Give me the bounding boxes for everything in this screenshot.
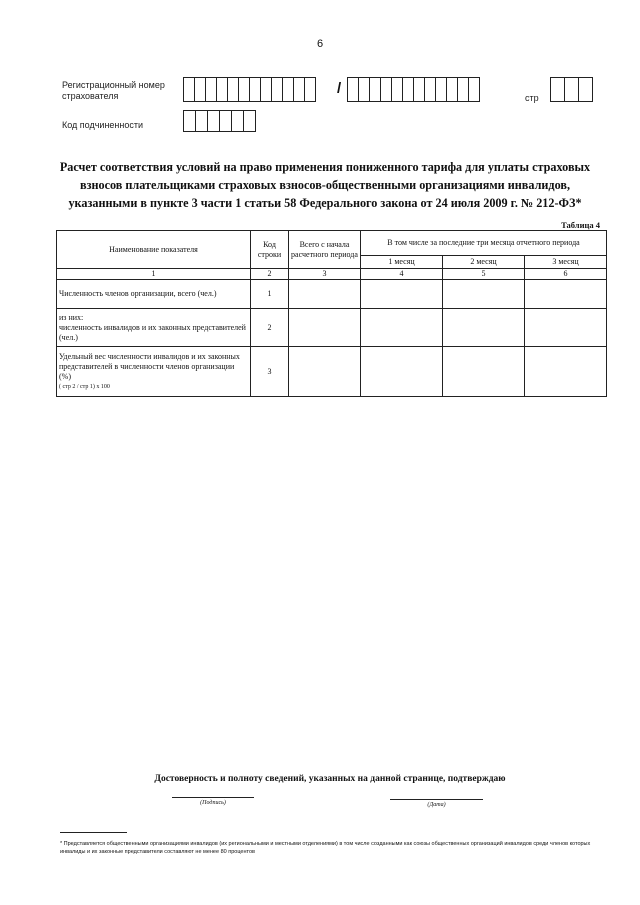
value-cell[interactable] <box>289 280 361 309</box>
subordination-cell[interactable] <box>243 110 256 132</box>
value-cell[interactable] <box>525 309 607 347</box>
document-title: Расчет соответствия условий на право применения пониженного тарифа для уплаты страховых взносов плательщиками страховых взносов-общественными организациями инвалидов, указанными в пункте 3 части 1 статьи 58 Федерального закона от 24 июля 2009 г. № 212-ФЗ* <box>59 160 591 210</box>
row-code: 3 <box>251 347 289 397</box>
value-cell[interactable] <box>289 309 361 347</box>
row-name: Численность членов организации, всего (чел.) <box>57 280 251 309</box>
calculation-table <box>56 230 607 397</box>
row-prefix: из них: <box>59 312 84 322</box>
table-caption: Таблица 4 <box>561 220 600 230</box>
reg-number-cells-left[interactable] <box>183 77 315 102</box>
page-field-cells[interactable] <box>550 77 592 102</box>
page-number: 6 <box>316 38 324 50</box>
table-row <box>57 280 607 309</box>
column-number: 6 <box>525 269 607 280</box>
value-cell[interactable] <box>443 347 525 397</box>
row-name: численность инвалидов и их законных представителей (чел.) <box>59 322 246 342</box>
value-cell[interactable] <box>361 309 443 347</box>
column-number: 3 <box>289 269 361 280</box>
value-cell[interactable] <box>443 309 525 347</box>
header-code: Код строки <box>251 231 289 269</box>
column-number: 5 <box>443 269 525 280</box>
row-code: 2 <box>251 309 289 347</box>
row-name-cell <box>57 309 251 347</box>
page-cell[interactable] <box>578 77 593 102</box>
reg-number-cell[interactable] <box>468 77 480 102</box>
page-cell[interactable] <box>564 77 579 102</box>
value-cell[interactable] <box>525 347 607 397</box>
value-cell[interactable] <box>361 280 443 309</box>
signature-caption: (Подпись) <box>200 800 226 806</box>
footnote: * Представляется общественными организациями инвалидов (их региональными и местными отделениями) в том числе созданными как союзы общественных организаций инвалидов среди членов которых инвалиды и их законные представители составляют не менее 80 процентов <box>60 841 591 855</box>
subordination-label: Код подчиненности <box>62 120 144 130</box>
header-name: Наименование показателя <box>57 231 251 269</box>
reg-number-cell[interactable] <box>304 77 316 102</box>
column-numbers-row <box>57 269 607 280</box>
header-month-2: 2 месяц <box>443 256 525 269</box>
page-field-label: стр <box>525 93 539 103</box>
reg-number-cells-right[interactable] <box>347 77 479 102</box>
confirmation-text: Достоверность и полноту сведений, указанных на данной странице, подтверждаю <box>154 774 506 784</box>
header-month-3: 3 месяц <box>525 256 607 269</box>
value-cell[interactable] <box>443 280 525 309</box>
row-name-cell <box>57 347 251 397</box>
header-since-start: Всего с начала расчетного периода <box>289 231 361 269</box>
header-last-three-months: В том числе за последние три месяца отчетного периода <box>361 231 607 256</box>
header-month-1: 1 месяц <box>361 256 443 269</box>
column-number: 1 <box>57 269 251 280</box>
row-formula: ( стр 2 / стр 1) х 100 <box>59 383 110 390</box>
date-caption: (Дата) <box>427 802 446 808</box>
row-name: Удельный вес численности инвалидов и их законных представителей в численности членов организации (%) <box>59 351 240 381</box>
table-row <box>57 347 607 397</box>
table-row <box>57 309 607 347</box>
column-number: 4 <box>361 269 443 280</box>
footnote-rule <box>60 832 127 833</box>
subordination-cells[interactable] <box>183 110 255 132</box>
signature-line[interactable] <box>172 797 254 798</box>
column-number: 2 <box>251 269 289 280</box>
page-cell[interactable] <box>550 77 565 102</box>
date-line[interactable] <box>390 799 483 800</box>
reg-number-separator: / <box>337 80 342 97</box>
row-code: 1 <box>251 280 289 309</box>
value-cell[interactable] <box>361 347 443 397</box>
value-cell[interactable] <box>289 347 361 397</box>
value-cell[interactable] <box>525 280 607 309</box>
reg-number-label: Регистрационный номер страхователя <box>62 80 165 101</box>
